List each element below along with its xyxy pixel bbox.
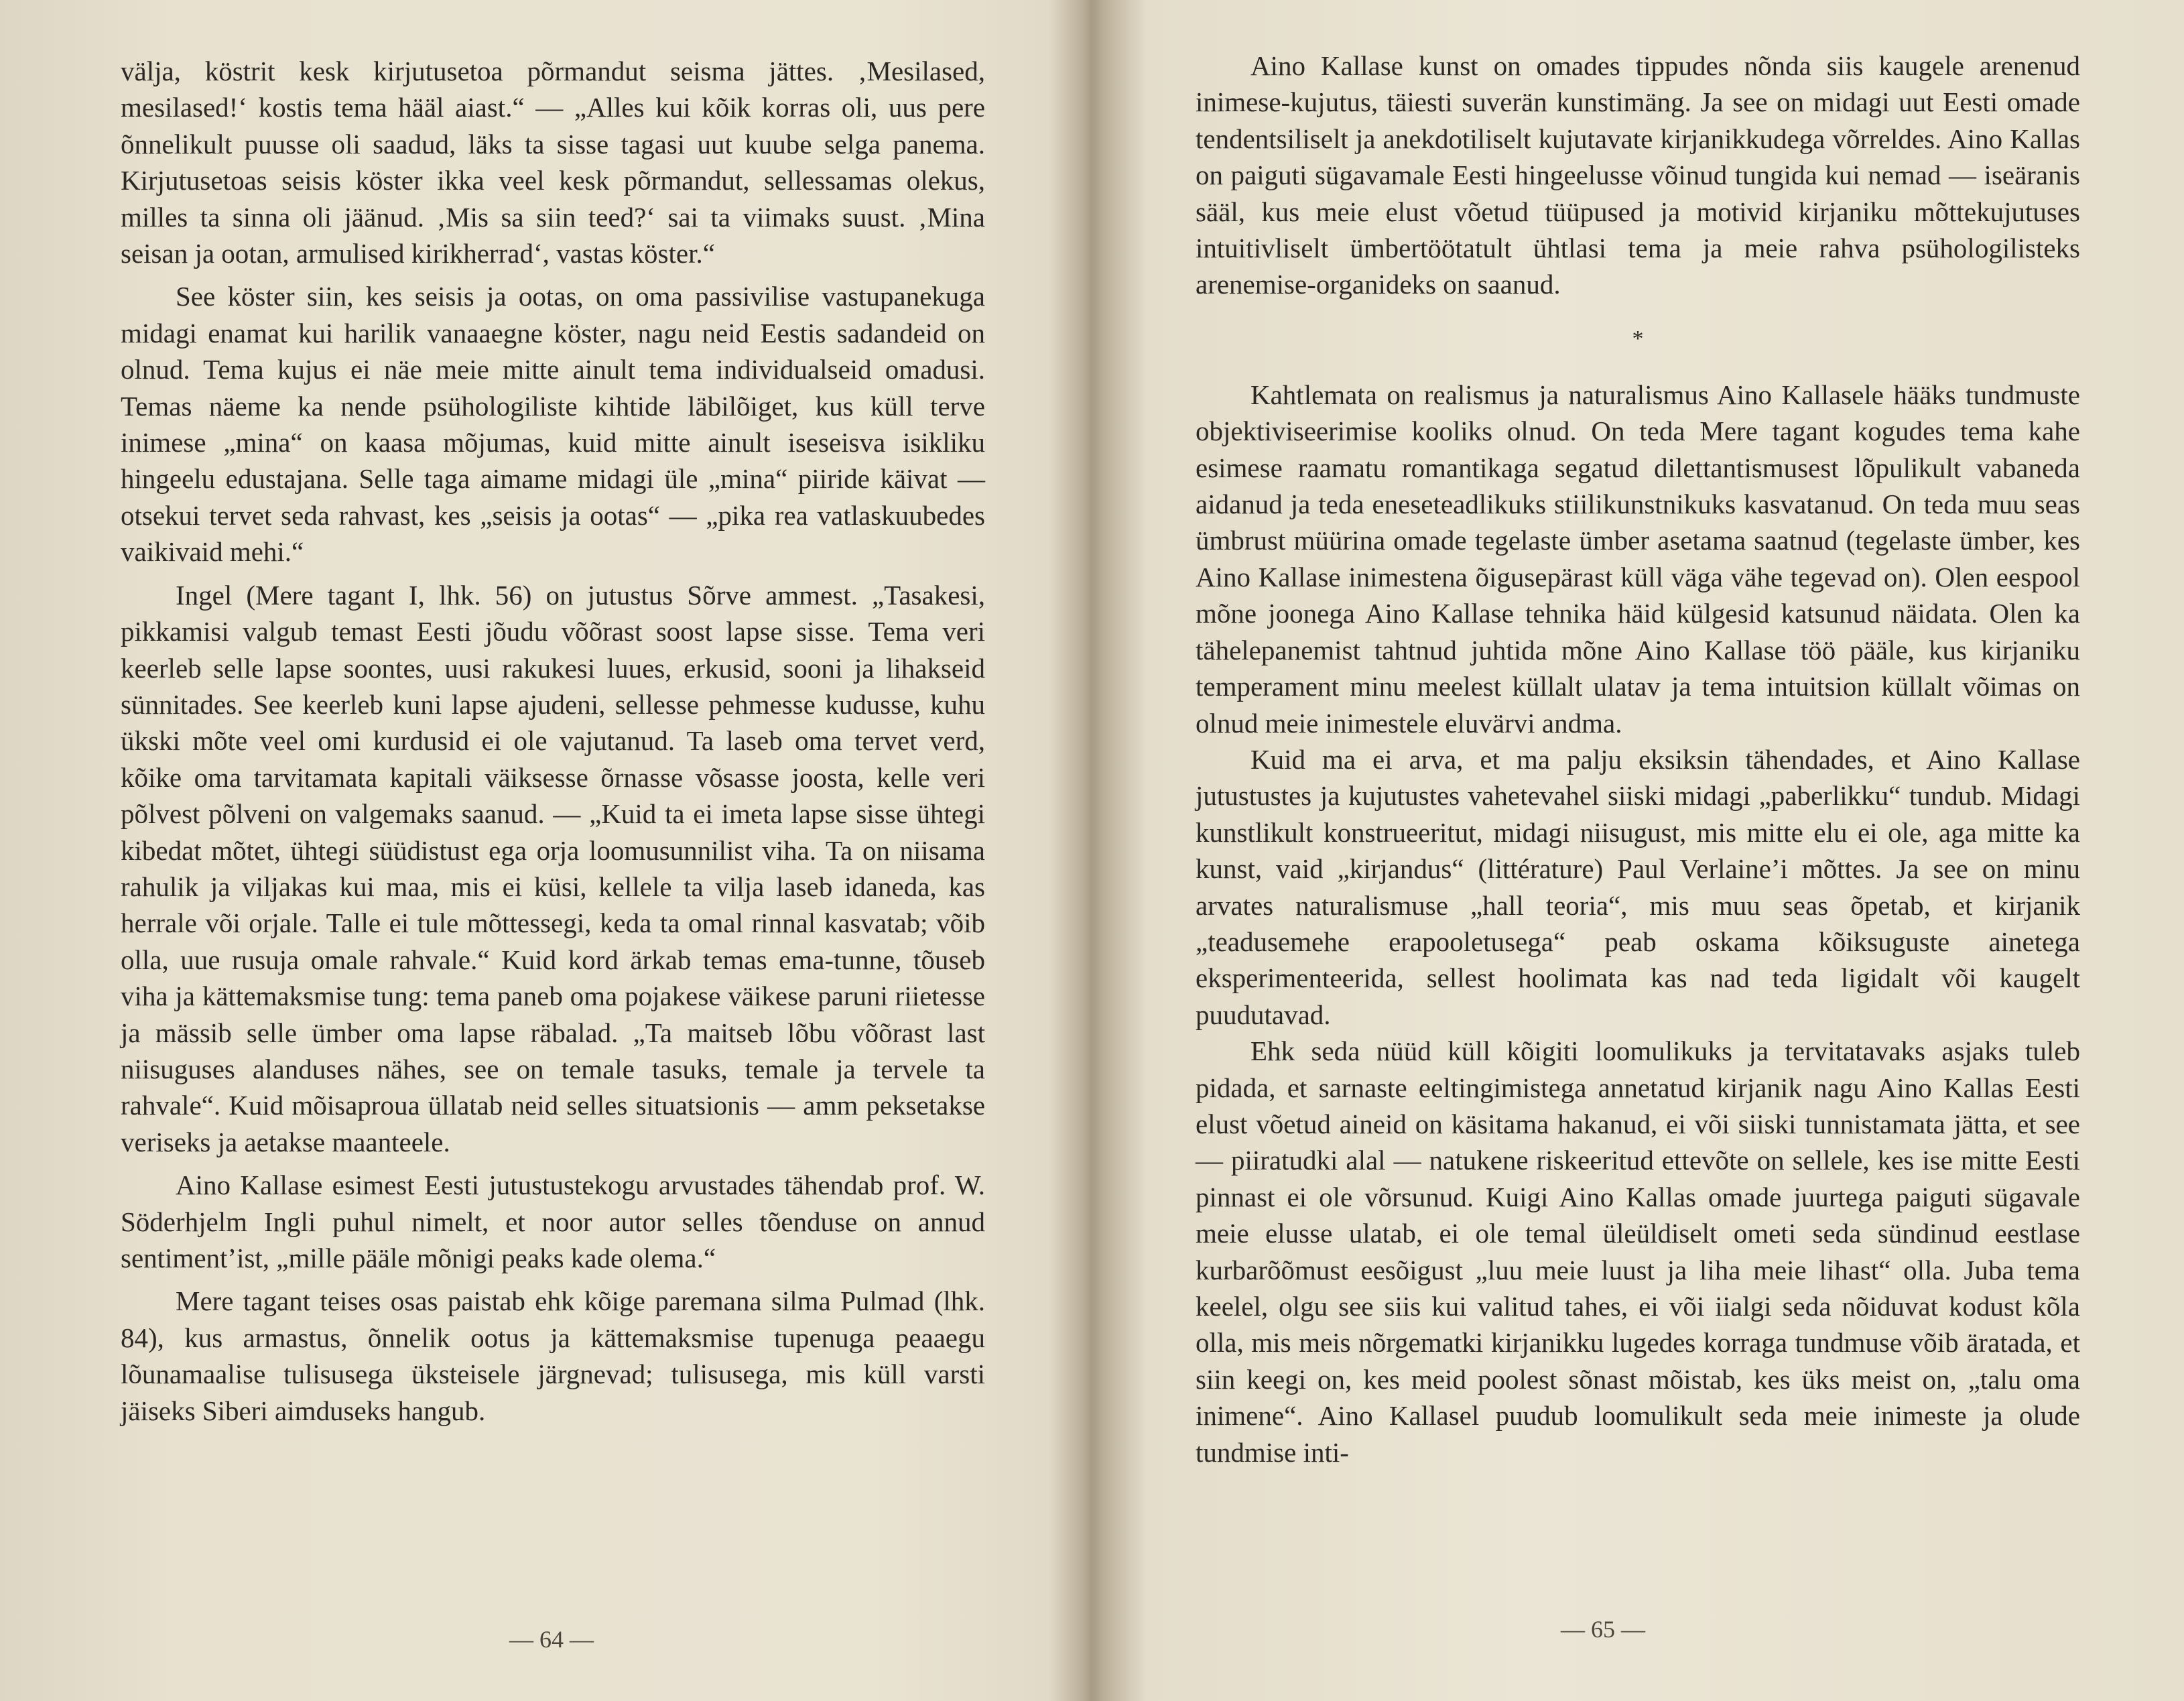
paragraph: Kahtlemata on realismus ja naturalismus Aino Kallasele hääks tundmuste objektiviseerimise kooliks olnud. On teda Mere tagant kogudes tema kahe esimese raamatu romantikaga segatud dilettantismusest lõpulikult vabaneda aidanud ja teda eneseteadlikuks stiilikunstnikuks kasvatanud. On teda muu seas ümbrust müürina omade tegelaste ümber asetama saatnud (tegelaste ümber, kes Aino Kallase inimestena õigusepärast küll väga vähe tegevad on). Olen eespool mõne joonega Aino Kallase tehnika häid külgesid katsunud näidata. Olen ka tähelepanemist tahtnud juhtida mõne Aino Kallase töö pääle, kus kirjaniku temperament minu meelest küllalt ulatav ja tema intuitsion küllalt võimas on olnud meie inimestele eluvärvi andma. [1196,379,2080,739]
left-page [0,0,1091,1701]
paragraph: See köster siin, kes seisis ja ootas, on oma passivilise vastupanekuga midagi enamat kui harilik vanaaegne köster, nagu neid Eestis sadandeid on olnud. Tema kujus ei näe meie mitte ainult tema individualseid omadusi. Temas näeme ka nende psühologiliste kihtide läbilõiget, kus küll terve inimese „mina“ on kaasa mõjumas, kuid mitte ainult iseseisva isikliku hingeelu edustajana. Selle taga aimame midagi üle „mina“ piiride käivat — otsekui tervet seda rahvast, kes „seisis ja ootas“ — „pika rea vatlaskuubedes vaikivaid mehi.“ [121,281,985,568]
page-number: — 65 — [1561,1616,1645,1643]
paragraph: Kuid ma ei arva, et ma palju eksiksin tähendades, et Aino Kallase jutustustes ja kujutustes vahetevahel siiski midagi „paberlikku“ tundub. Midagi kunstlikult konstrueeritut, midagi niisugust, mis mitte elu ei ole, aga mitte ka kunst, vaid „kirjandus“ (littérature) Paul Verlaine’i mõttes. Ja see on minu arvates naturalismuse „hall teoria“, mis muu seas õpetab, et kirjanik „teadusemehe erapooletusega“ peab oskama kõiksuguste ainetega eksperimenteerida, sellest hoolimata kas nad teda ligidalt või kaugelt puudutavad. [1196,743,2080,1030]
paragraph: Ingel (Mere tagant I, lhk. 56) on jutustus Sõrve ammest. „Tasakesi, pikkamisi valgub temast Eesti jõudu võõrast soost lapse sisse. Tema veri keerleb selle lapse soontes, uusi rakukesi luues, erkusid, sooni ja lihakseid sünnitades. See keerleb kuni lapse ajudeni, sellesse pehmesse kudusse, kuhu ükski mõte veel omi kurdusid ei ole vajutanud. Ta laseb oma tervet verd, kõike oma tarvitamata kapitali väiksesse õrnasse võsasse joosta, kelle veri põlvest põlveni on valgemaks saanud. — „Kuid ta ei imeta lapse sisse ühtegi kibedat mõtet, ühtegi süüdistust ega orja loomusunnilist viha. Ta on niisama rahulik ja viljakas kui maa, mis ei küsi, kellele ta vilja laseb idaneda, kas herrale või orjale. Talle ei tule mõttessegi, keda ta omal rinnal kasvatab; võib olla, uue rusuja omale rahvale.“ Kuid kord ärkab temas ema-tunne, tõuseb viha ja kättemaksmise tung: tema paneb oma pojakese väikese paruni riietesse ja mässib selle ümber oma lapse räbalad. „Ta maitseb lõbu võõrast last niisuguses alanduses nähes, see on temale tasuks, temale ja tervele ta rahvale“. Kuid mõisaproua üllatab neid selles situatsionis — amm peksetakse veriseks ja aetakse maanteele. [121,579,985,1157]
paragraph: Mere tagant teises osas paistab ehk kõige paremana silma Pulmad (lhk. 84), kus armastus, õnnelik ootus ja kättemaksmise tupenuga peaaegu lõunamaalise tulisusega üksteisele järgnevad; tulisusega, mis küll varsti jäiseks Siberi aimduseks hangub. [121,1285,985,1426]
paragraph: Aino Kallase esimest Eesti jutustustekogu arvustades tähendab prof. W. Söderhjelm Ingli puhul nimelt, et noor autor selles tõenduse on annud sentiment’ist, „mille pääle mõnigi peaks kade olema.“ [121,1170,985,1273]
right-page [1093,0,2184,1701]
paragraph: Ehk seda nüüd küll kõigiti loomulikuks ja tervitatavaks asjaks tuleb pidada, et sarnaste eeltingimistega annetatud kirjanik nagu Aino Kallas Eesti elust võetud aineid on käsitama hakanud, ei või siiski tunnistamata jätta, et see — piiratudki alal — natukene riskeeritud ettevõte on sellele, kes ise mitte Eesti pinnast ei ole võrsunud. Kuigi Aino Kallas omade juurtega paiguti sügavale meie elusse ulatab, ei ole temal üleüldiselt ometi seda sündinud eestlase kurbarõõmust eesõigust „luu meie luust ja liha meie lihast“ olla. Juba tema keelel, olgu see siis kui valitud tahes, ei või iialgi seda nõiduvat kodust kõla olla, mis meis nõrgematki kirjanikku lugedes korraga tundmuse võib äratada, et siin keegi on, kes meid poolest sõnast mõistab, kes üks meist on, „talu oma inimene“. Aino Kallasel puudub loomulikult seda meie inimeste ja olude tundmise inti- [1196,1035,2080,1468]
section-separator: * [1632,326,1644,351]
paragraph: välja, köstrit kesk kirjutusetoa põrmandut seisma jättes. ‚Mesilased, mesilased!‘ kostis tema hääl aiast.“ — „Alles kui kõik korras oli, uus pere õnnelikult puusse oli saadud, läks ta sisse tagasi uut kuube selga panema. Kirjutusetoas seisis köster ikka veel kesk põrmandut, sellessamas olekus, milles ta sinna oli jäänud. ‚Mis sa siin teed?‘ sai ta viimaks suust. ‚Mina seisan ja ootan, armulised kirikherrad‘, vastas köster.“ [121,56,985,269]
left-page-text [121,53,985,1429]
paragraph: Aino Kallase kunst on omades tippudes nõnda siis kaugele arenenud inimese-kujutus, täiesti suverän kunstimäng. Ja see on midagi uut Eesti omade tendentsiliselt ja anekdotiliselt kujutavate kirjanikkudega võrreldes. Aino Kallas on paiguti sügavamale Eesti hingeelusse võinud tungida kui nemad — iseäranis sääl, kus meie elust võetud tüüpused ja motivid kirjaniku mõttekujutuses intuitivliselt ümbertöötatult ühtlasi tema ja meie rahva psühologilisteks arenemise-organideks on saanud. [1196,50,2080,300]
page-number: — 64 — [509,1626,594,1653]
right-page-text [1196,48,2080,1470]
